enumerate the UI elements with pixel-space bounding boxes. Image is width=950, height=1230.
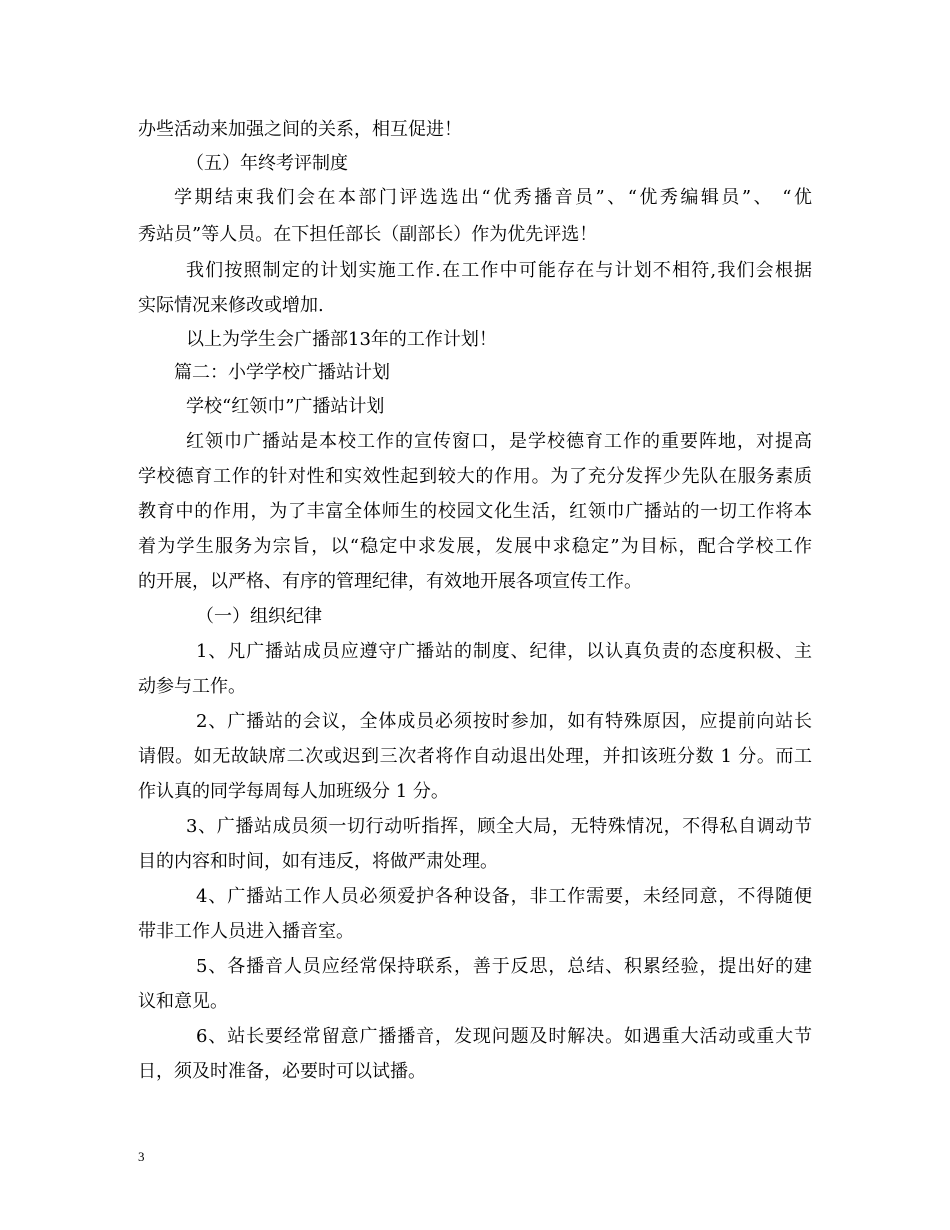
text-line: 动参与工作。: [138, 676, 246, 697]
text-line: 学校德育工作的针对性和实效性起到较大的作用。为了充分发挥少先队在服务素质: [138, 466, 812, 487]
list-item: 6、站长要经常留意广播播音，发现问题及时解决。如遇重大活动或重大节: [196, 1026, 812, 1047]
list-item: 4、广播站工作人员必须爱护各种设备，非工作需要，未经同意，不得随便: [196, 886, 812, 907]
text-line: 实际情况来修改或增加.: [138, 295, 324, 316]
text-line: 秀站员”等人员。在下担任部长（副部长）作为优先评选！: [138, 224, 598, 245]
text-line: 作认真的同学每周每人加班级分 1 分。: [138, 781, 449, 802]
list-item: 3、广播站成员须一切行动听指挥，顾全大局，无特殊情况，不得私自调动节: [186, 816, 812, 837]
page-number: 3: [138, 1149, 145, 1164]
text-line: 学期结束我们会在本部门评选选出“优秀播音员”、“优秀编辑员”、 “优: [174, 187, 812, 208]
section-heading: （一）组织纪律: [196, 606, 322, 627]
list-item: 5、各播音人员应经常保持联系，善于反思，总结、积累经验，提出好的建: [196, 956, 812, 977]
chapter-heading: 篇二：小学学校广播站计划: [174, 362, 390, 383]
text-line: 的开展，以严格、有序的管理纪律，有效地开展各项宣传工作。: [138, 571, 642, 592]
text-line: 红领巾广播站是本校工作的宣传窗口，是学校德育工作的重要阵地，对提高: [186, 431, 812, 452]
text-line: 我们按照制定的计划实施工作.在工作中可能存在与计划不相符,我们会根据: [186, 260, 812, 281]
list-item: 1、凡广播站成员应遵守广播站的制度、纪律，以认真负责的态度积极、主: [196, 641, 812, 662]
text-line: 议和意见。: [138, 991, 228, 1012]
text-line: 日，须及时准备，必要时可以试播。: [138, 1061, 426, 1082]
text-line: 以上为学生会广播部13年的工作计划！: [186, 329, 497, 350]
text-line: 带非工作人员进入播音室。: [138, 921, 354, 942]
text-line: 办些活动来加强之间的关系，相互促进！: [138, 119, 462, 140]
text-line: 着为学生服务为宗旨，以“稳定中求发展，发展中求稳定”为目标，配合学校工作: [138, 536, 812, 557]
list-item: 2、广播站的会议，全体成员必须按时参加，如有特殊原因，应提前向站长: [196, 711, 812, 732]
section-heading: （五）年终考评制度: [186, 153, 348, 174]
document-title: 学校“红领巾”广播站计划: [186, 396, 385, 417]
text-line: 请假。如无故缺席二次或迟到三次者将作自动退出处理，并扣该班分数 1 分。而工: [138, 746, 812, 767]
text-line: 目的内容和时间，如有违反，将做严肃处理。: [138, 851, 498, 872]
text-line: 教育中的作用，为了丰富全体师生的校园文化生活，红领巾广播站的一切工作将本: [138, 501, 812, 522]
